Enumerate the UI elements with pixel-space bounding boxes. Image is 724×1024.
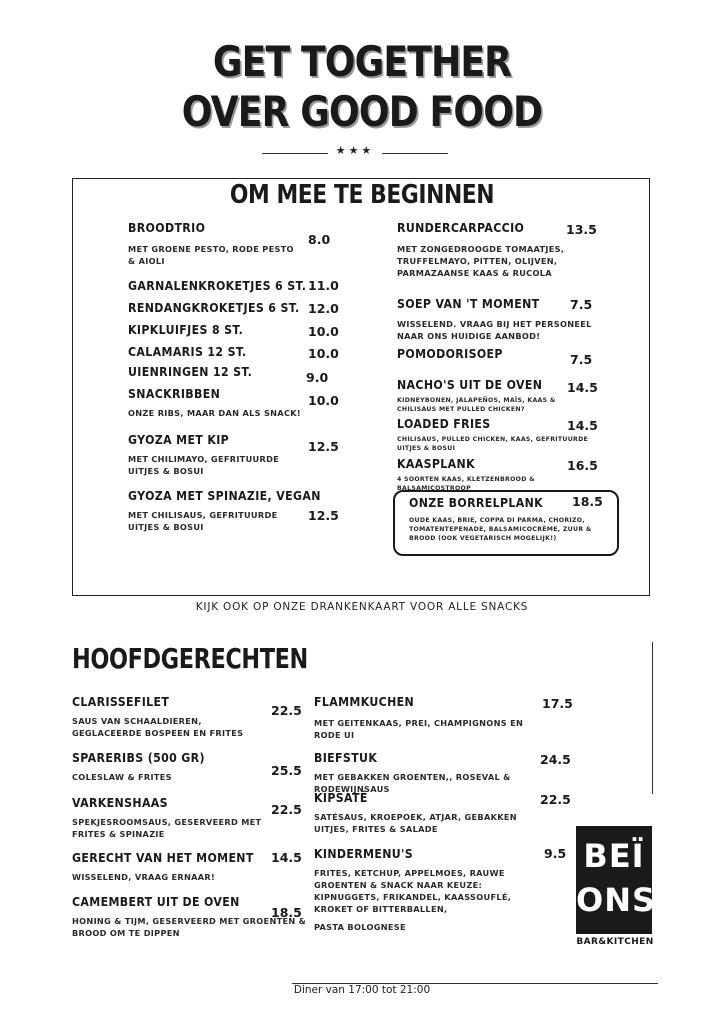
item-price: 14.5 (567, 418, 598, 433)
drinks-card-note: KIJK OOK OP ONZE DRANKENKAART VOOR ALLE SNACKS (195, 601, 529, 613)
item-price: 12.5 (308, 439, 339, 454)
item-name: SOEP VAN 'T MOMENT (397, 296, 540, 311)
item-name: KINDERMENU'S (314, 846, 414, 861)
item-name: LOADED FRIES (397, 416, 491, 431)
menu-item (128, 322, 259, 337)
item-name: GYOZA MET KIP (128, 432, 230, 447)
item-name: GARNALENKROKETJES 6 ST. (128, 278, 307, 293)
item-description: COLESLAW & FRITES (72, 772, 172, 782)
item-description: MET CHILISAUS, GEFRITUURDE UITJES & BOSUI (128, 510, 278, 532)
item-description: SPEKJESROOMSAUS, GESERVEERD MET FRITES & SPINAZIE (72, 817, 262, 839)
logo-line-2: ONS (576, 881, 657, 919)
item-name: FLAMMKUCHEN (314, 694, 415, 709)
logo-line-1: BEÏ (583, 837, 645, 875)
divider-rule-left (262, 153, 328, 154)
item-price: 18.5 (572, 494, 603, 509)
menu-item (128, 364, 269, 379)
item-price: 10.0 (308, 346, 339, 361)
menu-item (72, 694, 272, 739)
logo-mark (576, 826, 657, 934)
item-description: OUDE KAAS, BRIE, COPPA DI PARMA, CHORIZO, TOMATENTEPENADE, BALSAMICOCRÈME, ZUUR & BROOD (OOK VEGETARISCH MOGELIJK!) (409, 517, 592, 542)
vertical-divider (652, 642, 653, 794)
item-name: KIPKLUIFJES 8 ST. (128, 322, 244, 337)
item-price: 11.0 (308, 278, 339, 293)
item-description: MET GROENE PESTO, RODE PESTO & AIOLI (128, 244, 294, 266)
menu-item (397, 220, 577, 279)
item-name: KAASPLANK (397, 456, 475, 471)
item-description: HONING & TIJM, GESERVEERD MET GROENTEN & BROOD OM TE DIPPEN (72, 916, 307, 938)
item-name: BROODTRIO (128, 220, 206, 235)
headline-line-1: GET TOGETHER (212, 37, 512, 86)
item-price: 7.5 (570, 297, 593, 312)
menu-item (397, 296, 597, 342)
item-name: BIEFSTUK (314, 750, 378, 765)
item-name: CALAMARIS 12 ST. (128, 344, 247, 359)
item-description: ONZE RIBS, MAAR DAN ALS SNACK! (128, 408, 301, 418)
item-name: RUNDERCARPACCIO (397, 220, 525, 235)
menu-item (128, 432, 308, 477)
item-price: 25.5 (271, 763, 302, 778)
item-name: SNACKRIBBEN (128, 386, 221, 401)
divider-rule-right (382, 153, 448, 154)
item-price: 14.5 (271, 850, 302, 865)
menu-item (128, 344, 263, 359)
item-name: NACHO'S UIT DE OVEN (397, 377, 543, 392)
item-name: POMODORISOEP (397, 346, 503, 361)
item-name: ONZE BORRELPLANK (409, 495, 544, 510)
item-price: 22.5 (271, 703, 302, 718)
item-price: 18.5 (271, 905, 302, 920)
item-price: 22.5 (540, 792, 571, 807)
item-name: VARKENSHAAS (72, 795, 168, 810)
item-description: WISSELEND. VRAAG BIJ HET PERSONEEL NAAR ONS HUIDIGE AANBOD! (397, 319, 592, 341)
menu-item (72, 850, 272, 883)
headline-line-2: OVER GOOD FOOD (181, 87, 543, 136)
item-price: 9.0 (306, 370, 329, 385)
menu-item (128, 300, 323, 315)
dinner-hours: Diner van 17:00 tot 21:00 (293, 984, 431, 996)
item-description: 4 SOORTEN KAAS, KLETZENBROOD & BALSAMICOSTROOP (397, 476, 535, 492)
item-price: 8.0 (308, 232, 331, 247)
menu-item (314, 694, 534, 741)
menu-item (72, 750, 272, 783)
menu-item (128, 220, 298, 267)
item-description: SATÉSAUS, KROEPOEK, ATJAR, GEBAKKEN UITJES, FRITES & SALADE (314, 812, 517, 834)
starters-title: OM MEE TE BEGINNEN (229, 180, 495, 210)
item-description: SAUS VAN SCHAALDIEREN, GEGLACEERDE BOSPEEN EN FRITES (72, 716, 244, 738)
item-price: 14.5 (567, 380, 598, 395)
item-description: MET GEBAKKEN GROENTEN,, ROSEVAL & RODEWIJNSAUS (314, 772, 511, 794)
stars-icon: ★★★ (335, 144, 375, 157)
menu-item (314, 790, 544, 835)
item-description: FRITES, KETCHUP, APPELMOES, RAUWE GROENTEN & SNACK NAAR KEUZE: KIPNUGGETS, FRIKANDEL, KAASSOUFLÉ, KROKET OF BITTERBALLEN, (314, 868, 512, 914)
item-name: CLARISSEFILET (72, 694, 170, 709)
menu-item (128, 278, 331, 293)
item-name: GERECHT VAN HET MOMENT (72, 850, 254, 865)
item-price: 10.0 (308, 324, 339, 339)
mains-title: HOOFDGERECHTEN (72, 642, 308, 675)
item-price: 7.5 (570, 352, 593, 367)
logo-tagline: BAR&KITCHEN (576, 937, 654, 947)
item-description: WISSELEND, VRAAG ERNAAR! (72, 872, 216, 882)
beij-ons-logo (576, 826, 657, 950)
menu-item (397, 346, 517, 361)
item-name: UIENRINGEN 12 ST. (128, 364, 253, 379)
item-price: 12.5 (308, 508, 339, 523)
item-name: GYOZA MET SPINAZIE, VEGAN (128, 488, 321, 503)
item-description: KIDNEYBONEN, JALAPEÑOS, MAÏS, KAAS & CHILISAUS MET PULLED CHICKEN? (397, 397, 556, 413)
item-description: CHILISAUS, PULLED CHICKEN, KAAS, GEFRITUURDE UITJES & BOSUI (397, 436, 589, 452)
item-description: MET CHILIMAYO, GEFRITUURDE UITJES & BOSUI (128, 454, 280, 476)
item-name: SPARERIBS (500 GR) (72, 750, 205, 765)
item-description: MET GEITENKAAS, PREI, CHAMPIGNONS EN RODE UI (314, 718, 524, 740)
menu-item (72, 795, 277, 840)
item-name: CAMEMBERT UIT DE OVEN (72, 894, 240, 909)
menu-item (128, 386, 308, 419)
menu-item (128, 488, 321, 533)
item-price: 13.5 (566, 222, 597, 237)
item-price: 17.5 (542, 696, 573, 711)
item-price: 9.5 (544, 846, 567, 861)
item-name: RENDANGKROKETJES 6 ST. (128, 300, 300, 315)
item-price: 12.0 (308, 301, 339, 316)
item-price: 24.5 (540, 752, 571, 767)
menu-item (314, 846, 546, 933)
item-price: 22.5 (271, 802, 302, 817)
item-price: 10.0 (308, 393, 339, 408)
item-description: MET ZONGEDROOGDE TOMAATJES, TRUFFELMAYO, PITTEN, OLIJVEN, PARMAZAANSE KAAS & RUCOLA (397, 244, 565, 278)
item-name: KIPSATÉ (314, 790, 368, 805)
item-price: 16.5 (567, 458, 598, 473)
item-extra-option: PASTA BOLOGNESE (314, 922, 406, 932)
divider-stars (262, 146, 448, 160)
